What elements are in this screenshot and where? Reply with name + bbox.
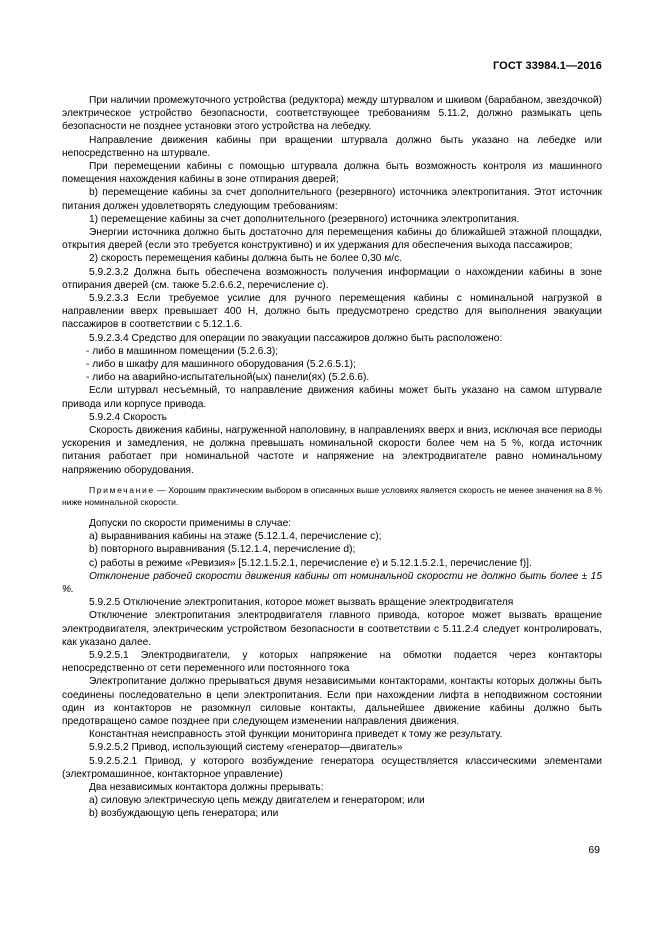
clause-5-9-2-3-3: 5.9.2.3.3 Если требуемое усилие для ручного перемещения кабины с номинальной нагрузкой в направлении вверх превышает 400 Н, должно быть предусмотрено средство для выполнения эвакуации пассажиров в соответствии с 5.12.1.6.	[62, 293, 602, 331]
list-item: b) повторного выравнивания (5.12.1.4, перечисление d);	[89, 544, 356, 556]
paragraph: Скорость движения кабины, нагруженной наполовину, в направлениях вверх и вниз, исключая все периоды ускорения и замедления, не должна превышать номинальной скорости более чем на 5 %, когда источник питания работает при номинальной частоте и напряжение на электродвигателе равно номинальному напряжению оборудования.	[62, 425, 602, 476]
paragraph: 2) скорость перемещения кабины должна быть не более 0,30 м/с.	[89, 253, 403, 265]
note-text: — Хорошим практическим выбором в описанных выше условиях является скорость не менее значения на 8 % ниже номинальной скорости.	[62, 484, 602, 507]
list-item: а) силовую электрическую цепь между двигателем и генератором; или	[89, 795, 425, 807]
clause-5-9-2-5-1: 5.9.2.5.1 Электродвигатели, у которых напряжение на обмотки подается через контакторы непосредственно от сети переменного или постоянного тока	[62, 649, 602, 675]
list-item: - либо в шкафу для машинного оборудования (5.2.6.5.1);	[86, 359, 356, 371]
document-header: ГОСТ 33984.1—2016	[492, 60, 602, 72]
paragraph: При перемещении кабины с помощью штурвала должна быть возможность контроля из машинного помещения нахождения кабины в зоне отпирания дверей;	[62, 161, 602, 186]
list-item: - либо на аварийно-испытательной(ых) панели(ях) (5.2.6.6).	[86, 372, 370, 384]
italic-paragraph: Отклонение рабочей скорости движения кабины от номинальной скорости не должно быть более ± 15 %.	[62, 570, 602, 595]
paragraph: Электропитание должно прерываться двумя независимыми контакторами, контакты которых должны быть соединены последовательно в цепи электропитания. Если при нахождении лифта в неподвижном состоянии один из контакторов не разомкнул силовые контакты, дальнейшее движение кабины должно быть предотвращено самое позднее при следующем изменении направления движения.	[62, 676, 602, 727]
clause-5-9-2-5-2-1: 5.9.2.5.2.1 Привод, у которого возбуждение генератора осуществляется классическими элементами (электромашинное, контакторное управление)	[62, 755, 602, 780]
paragraph: Если штурвал несъемный, то направление движения кабины может быть указано на самом штурвале привода или корпусе привода.	[62, 385, 602, 410]
list-item: с) работы в режиме «Ревизия» [5.12.1.5.2.1, перечисление е) и 5.12.1.5.2.1, перечисление f)].	[89, 557, 532, 569]
document-body	[62, 94, 602, 821]
note	[62, 484, 602, 508]
clause-5-9-2-5-2: 5.9.2.5.2 Привод, использующий систему «генератор—двигатель»	[89, 742, 403, 754]
paragraph: Два независимых контактора должны прерывать:	[89, 781, 324, 793]
list-item: - либо в машинном помещении (5.2.6.3);	[86, 345, 279, 357]
clause-5-9-2-4-heading: 5.9.2.4 Скорость	[89, 411, 167, 423]
paragraph: При наличии промежуточного устройства (редуктора) между штурвалом и шкивом (барабаном, звездочкой) электрическое устройство безопасности, соответствующее требованиям 5.11.2, должно размыкать цепь безопасности не позднее установки этого устройства на лебедку.	[62, 95, 602, 133]
paragraph: Константная неисправность этой функции мониторинга приведет к тому же результату.	[89, 729, 503, 741]
list-item: а) выравнивания кабины на этаже (5.12.1.4, перечисление с);	[89, 531, 382, 543]
paragraph: b) перемещение кабины за счет дополнительного (резервного) источника электропитания. Этот источник питания должен удовлетворять следующим требованиям:	[62, 187, 602, 212]
paragraph: Направление движения кабины при вращении штурвала должно быть указано на лебедке или непосредственно на штурвале.	[62, 134, 602, 159]
clause-5-9-2-3-4: 5.9.2.3.4 Средство для операции по эвакуации пассажиров должно быть расположено:	[89, 332, 503, 344]
note-label: Примечание	[89, 484, 155, 495]
clause-5-9-2-5-heading: 5.9.2.5 Отключение электропитания, которое может вызвать вращение электродвигателя	[89, 597, 514, 609]
paragraph: Допуски по скорости применимы в случае:	[89, 517, 292, 529]
clause-5-9-2-3-2: 5.9.2.3.2 Должна быть обеспечена возможность получения информации о нахождении кабины в зоне отпирания дверей (см. также 5.2.6.6.2, перечисление с).	[62, 266, 602, 291]
paragraph: Отключение электропитания электродвигателя главного привода, которое может вызвать вращение электродвигателя, электрическим устройством безопасности в соответствии с 5.11.2.4 следует контролировать, как указано далее.	[62, 610, 602, 648]
paragraph: 1) перемещение кабины за счет дополнительного (резервного) источника электропитания.	[89, 213, 520, 225]
page-number: 69	[588, 844, 600, 856]
list-item: b) возбуждающую цепь генератора; или	[89, 808, 279, 820]
paragraph: Энергии источника должно быть достаточно для перемещения кабины до ближайшей этажной площадки, открытия дверей (если это требуется конструктивно) и их удержания для обеспечения выхода пассажиров;	[62, 227, 602, 252]
